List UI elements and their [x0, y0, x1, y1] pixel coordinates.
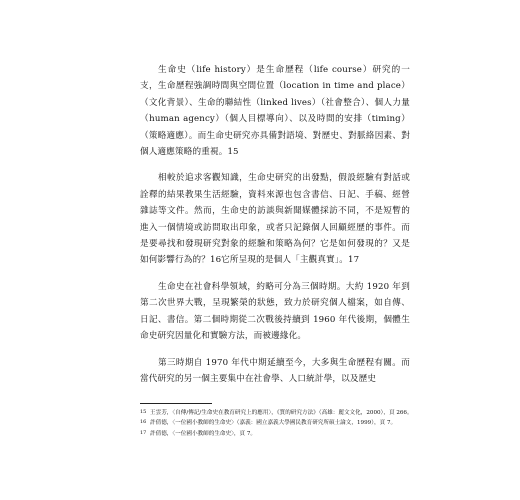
- paragraph-2: 相較於追求客觀知識，生命史研究的出發點，假設經驗有對話或詮釋的結果教果生活經驗，資料來源也包含書信、日記、手稿、經營雜誌等文件。然而，生命史的訪談與新聞媒體採訪不同，不是短暫的進入一個情境或訪問取出印象，或者只記錄個人回顧經歷的事件。而是要尋找和發現研究對象的經驗和策略為何？它是如何發現的？又是如何影響行為的？16它所呈現的是個人「主觀真實」。17: [140, 173, 410, 266]
- paragraph-4: 第三時期自 1970 年代中期延續至今，大多與生命歷程有關。而當代研究的另一個主要集中在社會學、人口統計學，以及歷史: [140, 357, 410, 384]
- footnote-text: 許倩德，〈一位國小教師的生命史〉，頁 7。: [150, 430, 257, 437]
- footnote-item: [140, 429, 420, 439]
- paragraph-3: 生命史在社會科學領域，約略可分為三個時期。大約 1920 年到第二次世界大戰，呈現繁榮的狀態，致力於研究個人檔案，如自傳、日記、書信。第二個時期從二次戰後持續到 1960 年代後期，個體生命史研究因量化和實驗方法，而被邊緣化。: [140, 281, 410, 342]
- footnote-number: 17: [140, 429, 147, 436]
- paragraph-1: 生命史（life history）是生命歷程（life course）研究的一支，生命歷程強調時間與空間位置（location in time and place）（文化背景）、生命的聯結性（linked lives）（社會整合）、個人力量（human agency）（個人目標導向）、以及時間的安排（timing）（策略適應）。而生命史研究亦具備對語境、對歷史、對脈絡因素、對個人適應策略的重視。15: [140, 65, 410, 158]
- footnote-item: [140, 418, 420, 428]
- footnotes: [140, 408, 420, 439]
- footnote-number: 15: [140, 409, 147, 415]
- footnote-number: 16: [140, 419, 147, 426]
- body-text: [140, 62, 410, 387]
- footnote-text: 王雲芳，〈自傳/傳記/生命史在教育研究上的應用〉，《質的研究方法》（高雄：麗文文化，2000），頁 266。: [150, 410, 413, 416]
- footnote-text: 許倩德，〈一位國小教師的生命史〉（嘉義：國立嘉義大學國民教育研究所碩士論文，1999），頁 7。: [150, 420, 397, 427]
- footnote-item: [140, 408, 420, 418]
- footnote-divider: [140, 403, 212, 404]
